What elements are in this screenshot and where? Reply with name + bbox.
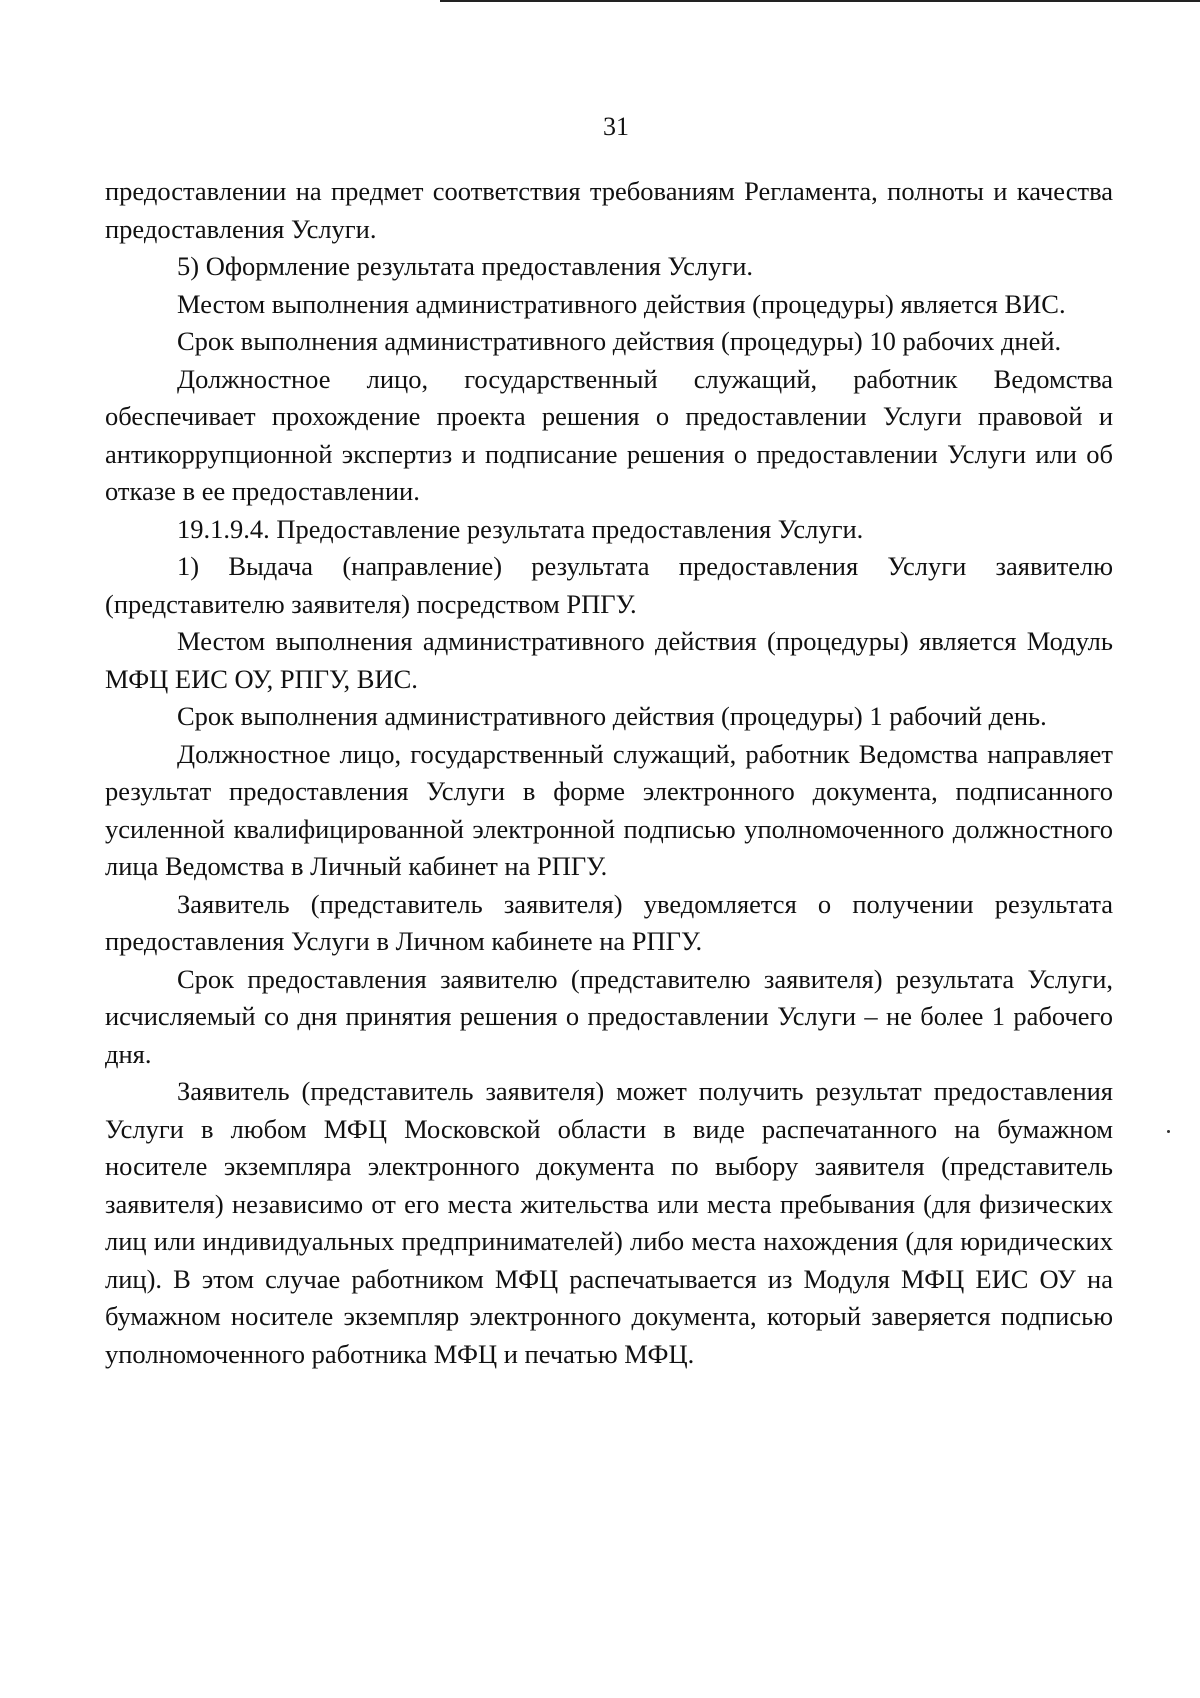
page-number: 31 xyxy=(603,112,629,141)
paragraph-7: 1) Выдача (направление) результата предоставления Услуги заявителю (представителю заявителя) посредством РПГУ. xyxy=(105,551,1113,619)
paragraph-1: предоставлении на предмет соответствия требованиям Регламента, полноты и качества предоставления Услуги. xyxy=(105,176,1113,244)
paragraph-10: Должностное лицо, государственный служащий, работник Ведомства направляет результат предоставления Услуги в форме электронного документа, подписанного усиленной квалифицированной электронной подписью уполномоченного должностного лица Ведомства в Личный кабинет на РПГУ. xyxy=(105,738,1113,881)
paragraph-11: Заявитель (представитель заявителя) уведомляется о получении результата предоставления Услуги в Личном кабинете на РПГУ. xyxy=(105,888,1113,956)
paragraph-4: Срок выполнения административного действия (процедуры) 10 рабочих дней. xyxy=(177,326,1062,356)
paragraph-6: 19.1.9.4. Предоставление результата предоставления Услуги. xyxy=(177,513,864,544)
paragraph-5: Должностное лицо, государственный служащий, работник Ведомства обеспечивает прохождение проекта решения о предоставлении Услуги правовой и антикоррупционной экспертиз и подписание решения о предоставлении Услуги или об отказе в ее предоставлении. xyxy=(105,363,1113,506)
paragraph-12: Срок предоставления заявителю (представителю заявителя) результата Услуги, исчисляемый со дня принятия решения о предоставлении Услуги – не более 1 рабочего дня. xyxy=(105,963,1113,1069)
paragraph-8: Местом выполнения административного действия (процедуры) является Модуль МФЦ ЕИС ОУ, РПГУ, ВИС. xyxy=(105,626,1113,694)
paragraph-2: 5) Оформление результата предоставления Услуги. xyxy=(177,251,753,281)
scan-speck xyxy=(1167,1130,1170,1133)
paragraph-9: Срок выполнения административного действия (процедуры) 1 рабочий день. xyxy=(177,701,1047,731)
paragraph-3: Местом выполнения административного действия (процедуры) является ВИС. xyxy=(177,288,1066,319)
scan-top-border xyxy=(440,0,1200,2)
document-body xyxy=(105,173,1113,1373)
paragraph-13: Заявитель (представитель заявителя) может получить результат предоставления Услуги в любом МФЦ Московской области в виде распечатанного на бумажном носителе экземпляра электронного документа по выбору заявителя (представитель заявителя) независимо от его места жительства или места пребывания (для физических лиц или индивидуальных предпринимателей) либо места нахождения (для юридических лиц). В этом случае работником МФЦ распечатывается из Модуля МФЦ ЕИС ОУ на бумажном носителе экземпляр электронного документа, который заверяется подписью уполномоченного работника МФЦ и печатью МФЦ. xyxy=(105,1076,1113,1369)
